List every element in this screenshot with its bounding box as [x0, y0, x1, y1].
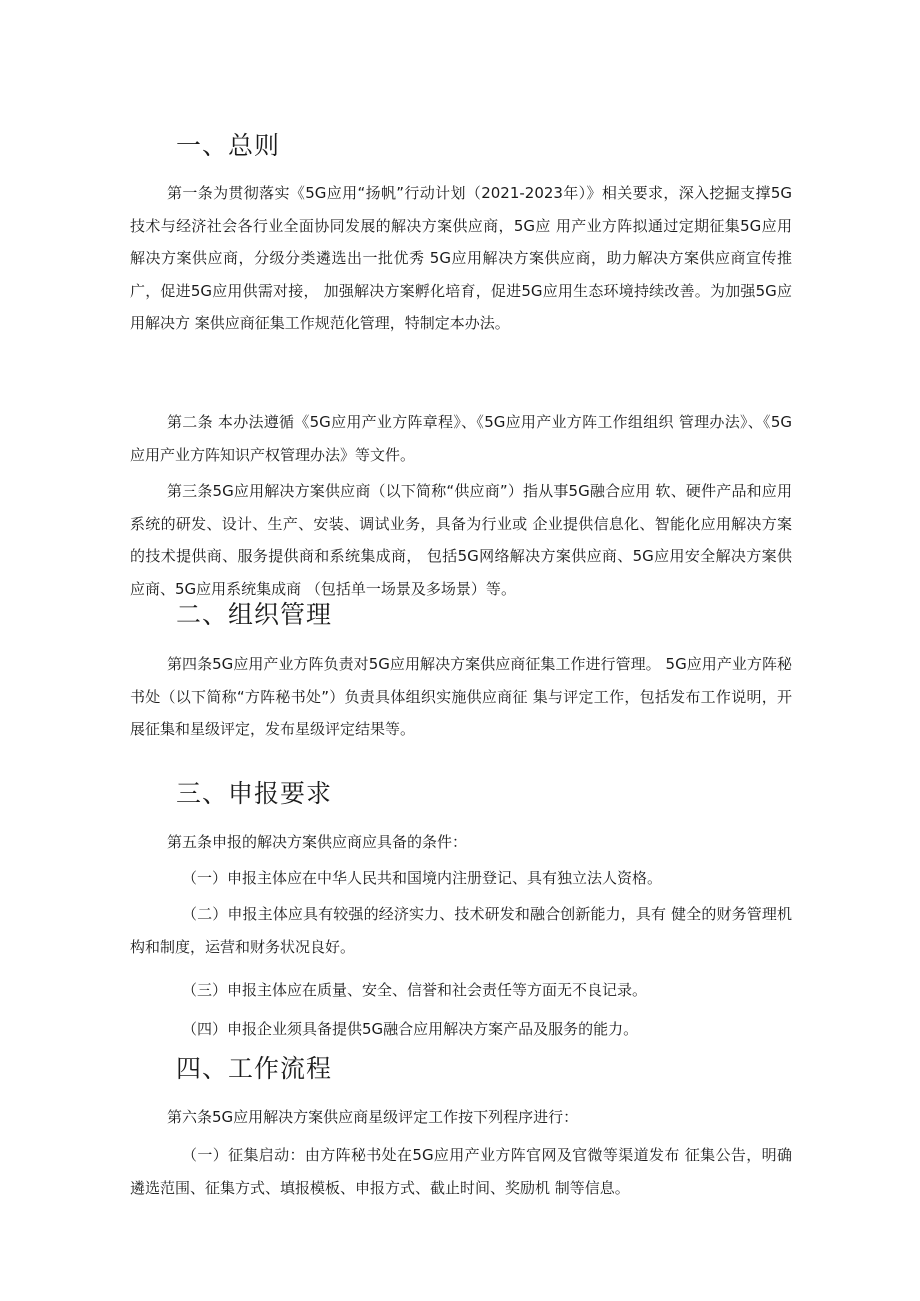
heading-application-requirements: 三、申报要求: [176, 779, 333, 808]
requirement-2: （二）申报主体应具有较强的经济实力、技术研发和融合创新能力，具有 健全的财务管理机构和制度，运营和财务状况良好。: [130, 905, 792, 956]
heading-organization: 二、组织管理: [176, 600, 333, 629]
article-2: 第二条 本办法遵循《5G应用产业方阵章程》、《5G应用产业方阵工作组组织 管理办法》、《5G应用产业方阵知识产权管理办法》等文件。: [130, 413, 792, 464]
requirement-4: （四）申报企业须具备提供5G融合应用解决方案产品及服务的能力。: [182, 1020, 639, 1038]
article-1: 第一条为贯彻落实《5G应用“扬帆”行动计划（2021-2023年）》相关要求，深入挖掘支撑5G技术与经济社会各行业全面协同发展的解决方案供应商，5G应 用产业方阵拟通过定期征集5G应用解决方案供应商，分级分类遴选出一批优秀 5G应用解决方案供应商，助力解决方案供应商宣传推广，促进5G应用供需对接， 加强解决方案孵化培育，促进5G应用生态环境持续改善。为加强5G应用解决方 案供应商征集工作规范化管理，特制定本办法。: [130, 184, 792, 333]
requirement-1: （一）申报主体应在中华人民共和国境内注册登记、具有独立法人资格。: [182, 869, 663, 887]
heading-workflow: 四、工作流程: [176, 1054, 333, 1083]
article-6: 第六条5G应用解决方案供应商星级评定工作按下列程序进行：: [167, 1108, 579, 1126]
article-3: 第三条5G应用解决方案供应商（以下简称“供应商”）指从事5G融合应用 软、硬件产品和应用系统的研发、设计、生产、安装、调试业务，具备为行业或 企业提供信息化、智能化应用解决方案的技术提供商、服务提供商和系统集成商， 包括5G网络解决方案供应商、5G应用安全解决方案供应商、5G应用系统集成商 （包括单一场景及多场景）等。: [130, 482, 792, 598]
requirement-3: （三）申报主体应在质量、安全、信誉和社会责任等方面无不良记录。: [182, 981, 648, 999]
heading-general: 一、总则: [176, 131, 281, 160]
article-5: 第五条申报的解决方案供应商应具备的条件：: [167, 833, 468, 851]
workflow-step-1: （一）征集启动：由方阵秘书处在5G应用产业方阵官网及官微等渠道发布 征集公告，明确遴选范围、征集方式、填报模板、申报方式、截止时间、奖励机 制等信息。: [130, 1146, 792, 1197]
article-4: 第四条5G应用产业方阵负责对5G应用解决方案供应商征集工作进行管理。 5G应用产业方阵秘书处（以下简称“方阵秘书处”）负责具体组织实施供应商征 集与评定工作，包括发布工作说明，开展征集和星级评定，发布星级评定结果等。: [130, 655, 792, 739]
